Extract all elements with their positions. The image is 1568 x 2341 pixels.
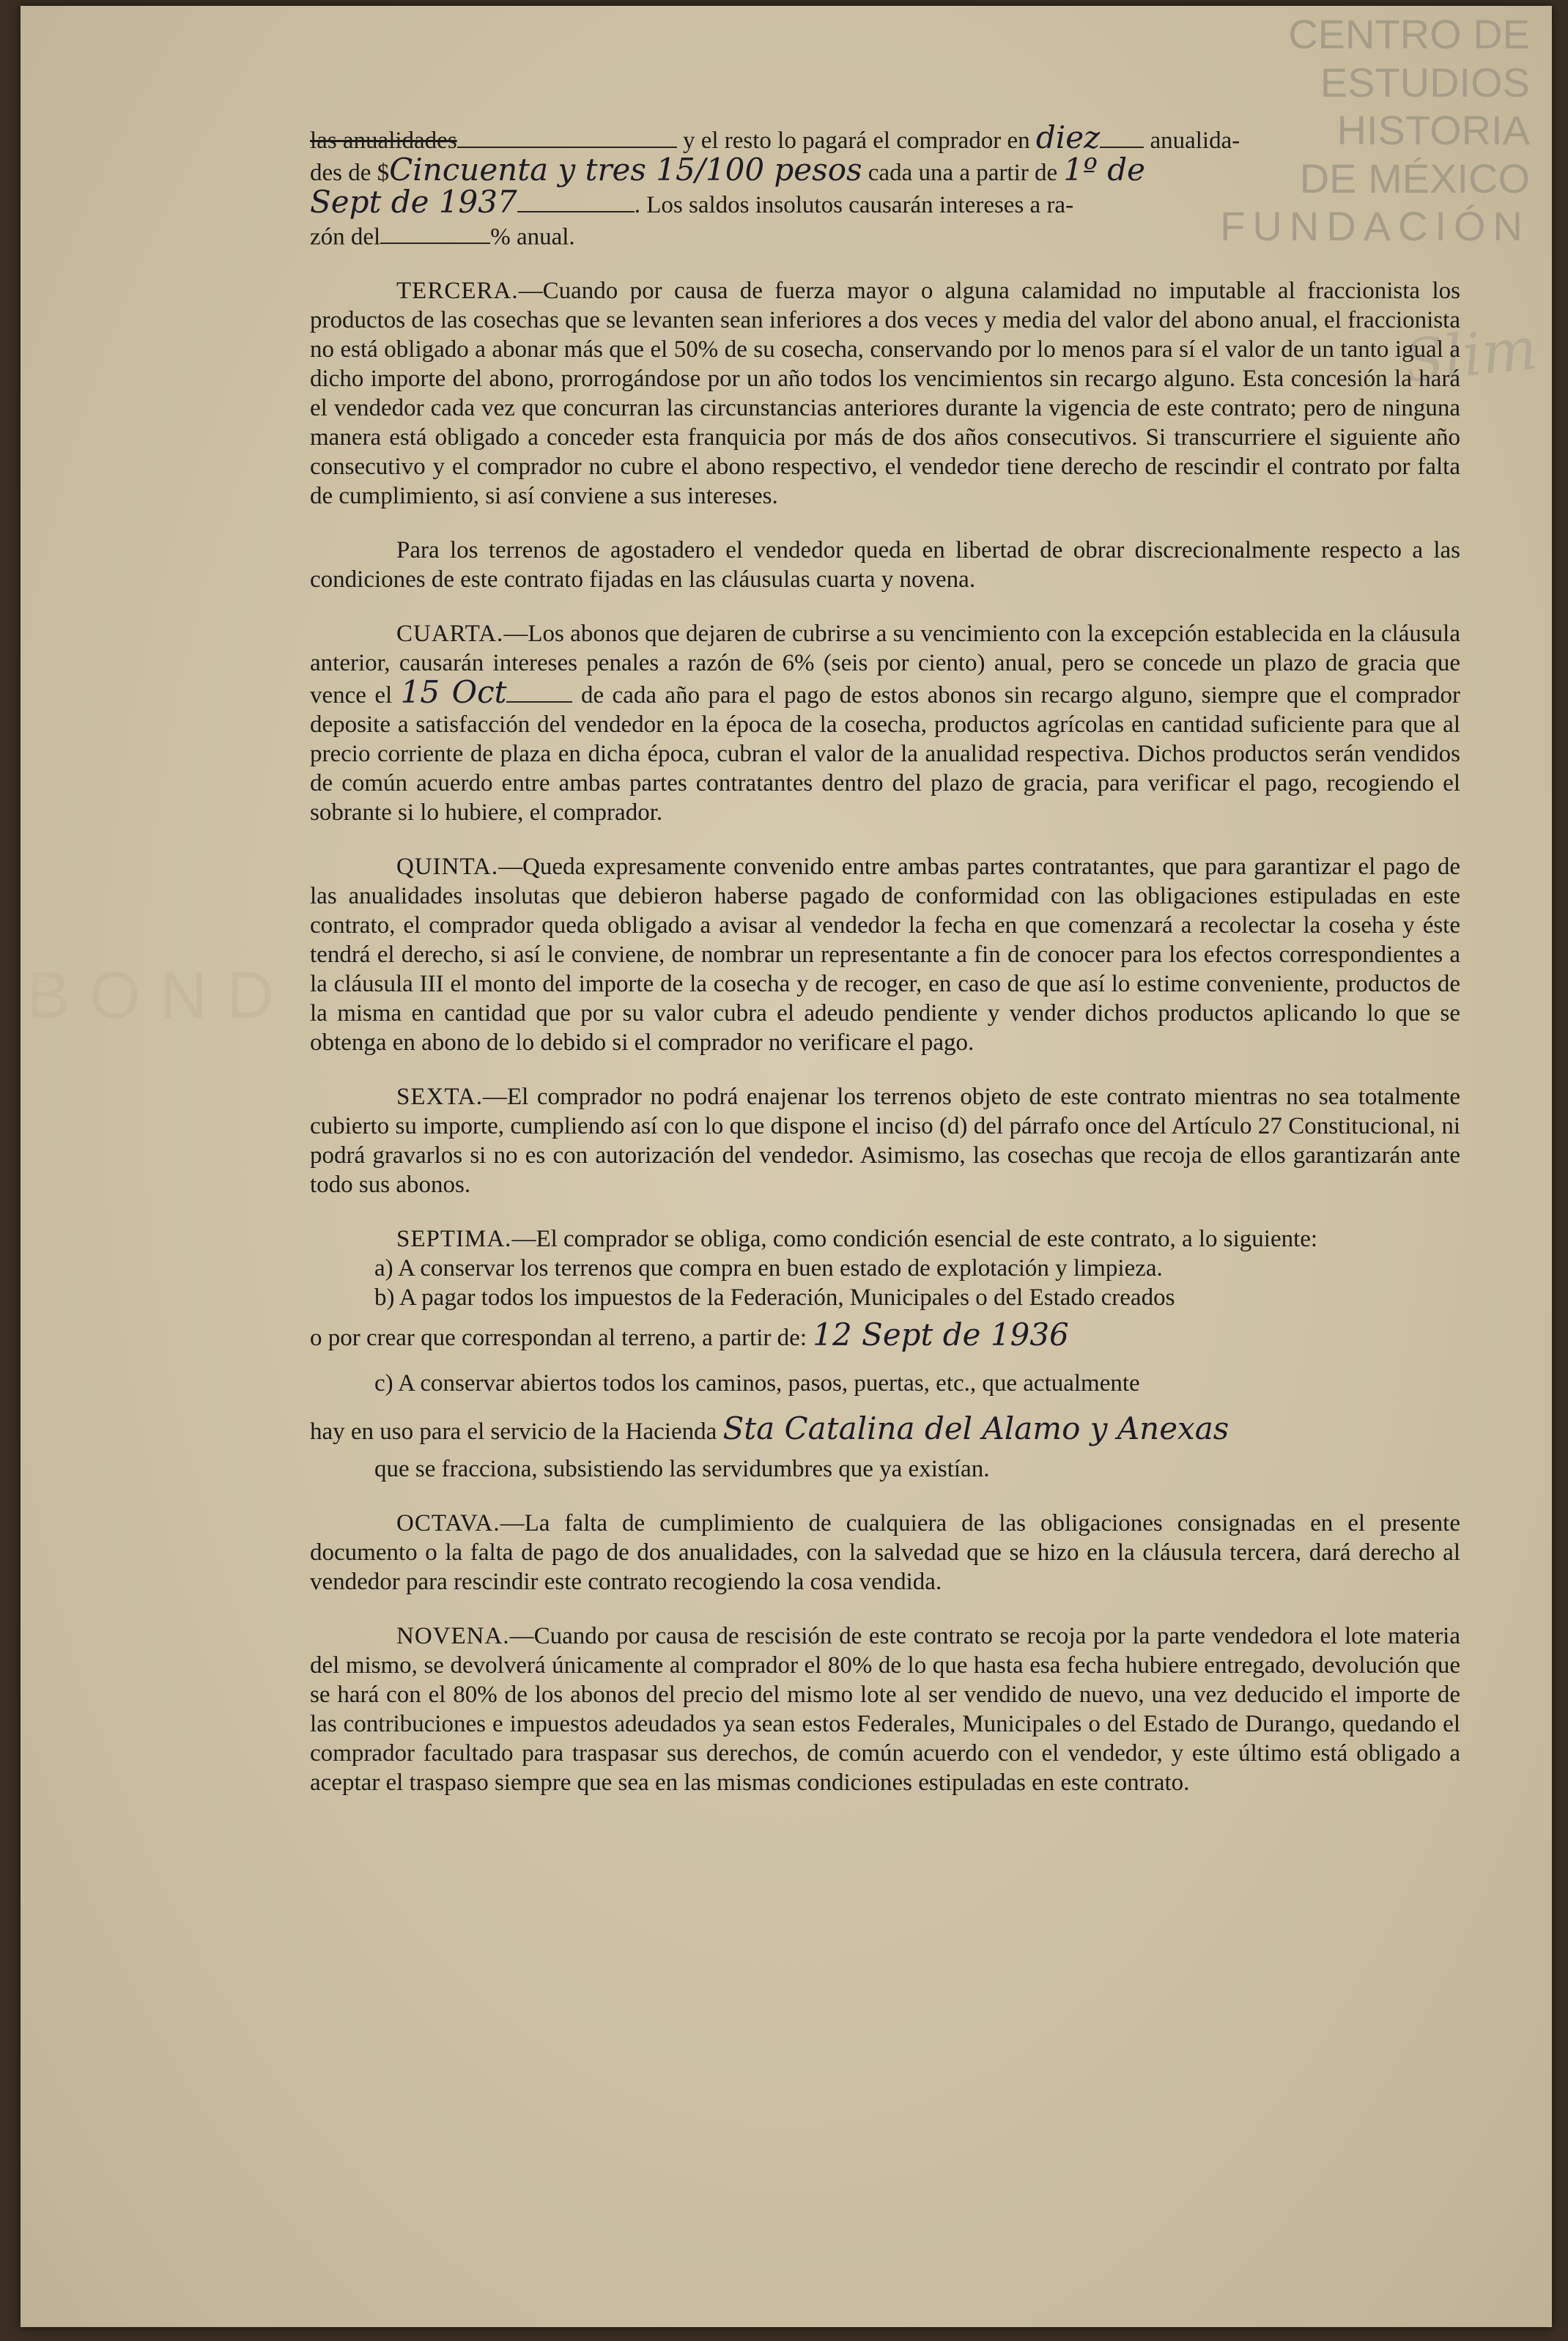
blank-line <box>380 220 490 244</box>
clause-body: —El comprador no podrá enajenar los terrenos objeto de este contrato mientras no sea totalmente cubierto su importe, cumpliendo así con lo que dispone el inciso (d) del párrafo once del Artículo 27 Constitucional, ni podrá gravarlos si no es con autorización del vendedor. Asimismo, las cosechas que recoja de ellos garantizarán ante todo sus abonos. <box>310 1084 1460 1199</box>
septima-item-b: b) A pagar todos los impuestos de la Federación, Municipales o del Estado creados <box>374 1284 1175 1312</box>
clause-heading: CUARTA. <box>396 621 504 648</box>
watermark-line: ESTUDIOS <box>1320 59 1530 106</box>
document-page <box>21 6 1552 2327</box>
clause-agostadero: Para los terrenos de agostadero el vendedor queda en libertad de obrar discrecionalmente respecto a las condiciones de este contrato fijadas en las cláusulas cuarta y novena. <box>310 537 1460 593</box>
handwritten-start-date-2: Sept de 1937 <box>310 184 517 220</box>
clause-septima <box>310 1224 1460 1254</box>
clause-body: —Queda expresamente convenido entre ambas partes contratantes, que para garantizar el pago de las anualidades insolutas que debieron haberse pagado de conformidad con las obligaciones estipuladas en este contrato, el comprador queda obligado a avisar al vendedor la fecha en que comenzará a recolectar la coseha y éste tendrá el derecho, si así le conviene, de nombrar un representante a fin de conocer para los efectos correspondientes a la cláusula III el monto del importe de la cosecha y de recoger, en caso de que así lo estime conveniente, productos de la misma en cantidad que por su valor cubra el adeudo pendiente y vender dichos productos aplicando lo que se obtenga en abono de lo debido si el comprador no verificare el pago. <box>310 854 1460 1057</box>
handwritten-amount: Cincuenta y tres 15/100 pesos <box>389 152 862 188</box>
clause-cuarta <box>310 619 1460 827</box>
text-span: des de $ <box>310 160 390 186</box>
clause-body: —Cuando por causa de rescisión de este contrato se recoja por la parte vendedora el lote materia del mismo, se devolverá únicamente al comprador el 80% de lo que hasta esa fecha hubiere entregado, devolución que se hará con el 80% de los abonos del precio del mismo lote al ser vendido de nuevo, una vez deducido el importe de las contribuciones e impuestos adeudados ya sean estos Federales, Municipales o del Estado de Durango, quedando el comprador facultado para traspasar sus derechos, de común acuerdo con el vendedor, y este último está obligado a aceptar el traspaso siempre que sea en las mismas condiciones estipuladas en este contrato. <box>310 1623 1460 1797</box>
clause-heading: TERCERA. <box>396 278 519 305</box>
blank-line <box>506 678 572 703</box>
watermark-line: CENTRO DE <box>1288 11 1530 57</box>
watermark-signature: Slim <box>1400 314 1541 396</box>
text-span: o por crear que correspondan al terreno, a partir de: <box>310 1325 807 1352</box>
clause-heading: SEXTA. <box>396 1084 483 1111</box>
clause-body: de <box>580 682 604 709</box>
septima-item-b-cont <box>310 1312 1460 1361</box>
handwritten-grace-date: 15 Oct <box>400 674 507 711</box>
handwritten-tax-date: 12 Sept de 1936 <box>813 1317 1069 1353</box>
septima-item-a: a) A conservar los terrenos que compra en buen estado de explotación y limpieza. <box>374 1255 1163 1282</box>
clause-heading: QUINTA. <box>396 854 499 881</box>
paper-watermark: BOND <box>26 959 294 1032</box>
opening-line-2 <box>310 152 1460 188</box>
clause-body: —Los abonos que dejaren de cubrirse a su vencimiento con la excepción establecida en la cláusula anterior, causarán intereses penales a razón de 6% (seis por ciento) anual, pero se concede un plazo de gracia que vence el <box>310 621 1460 709</box>
handwritten-start-date: 1º de <box>1063 152 1145 188</box>
struck-text: las anualidades <box>310 127 457 154</box>
clause-quinta <box>310 852 1460 1057</box>
watermark-line: DE MÉXICO <box>1299 155 1530 201</box>
septima-item-c-end: que se fracciona, subsistiendo las servidumbres que ya existían. <box>374 1456 990 1483</box>
clause-body: —El comprador se obliga, como condición esencial de este contrato, a lo siguiente: <box>511 1226 1318 1253</box>
clause-novena <box>310 1621 1460 1797</box>
text-span: zón del <box>310 223 381 251</box>
septima-item-c-cont <box>310 1406 1460 1454</box>
text-span: anualida- <box>1150 127 1240 154</box>
blank-line <box>517 188 635 212</box>
clause-body: cada año para el pago de estos abonos sin recargo alguno, siempre que el comprador deposite a satisfacción del vendedor en la época de la cosecha, productos agrícolas en cantidad suficiente para que al precio corriente de plaza en dicha época, cubran el valor de la anualidad respectiva. Dichos productos serán vendidos de común acuerdo entre ambas partes contratantes dentro del plazo de gracia, para verificar el pago, recogiendo el sobrante si lo hubiere, el comprador. <box>310 682 1460 826</box>
text-span: cada una a partir de <box>868 160 1058 186</box>
contract-text <box>310 119 1460 1797</box>
clause-tercera <box>310 276 1460 511</box>
clause-heading: SEPTIMA. <box>396 1226 512 1253</box>
clause-heading: NOVENA. <box>396 1623 510 1650</box>
clause-body: —Cuando por causa de fuerza mayor o alguna calamidad no imputable al fraccionista los productos de las cosechas que se levanten sean inferiores a dos veces y media del valor del abono anual, el fraccionista no está obligado a abonar más que el 50% de su cosecha, conservando por lo menos para sí el valor de un tanto igual a dicho importe del abono, prorrogándose por un año todos los vencimientos sin recargo alguno. Esta concesión la hará el vendedor cada vez que concurran las circunstancias anteriores durante la vigencia de este contrato; pero de ninguna manera está obligado a conceder esta franquicia por más de dos años consecutivos. Si transcurriere el siguiente año consecutivo y el comprador no cubre el abono respectivo, el vendedor tiene derecho de rescindir el contrato por falta de cumplimiento, si así conviene a sus intereses. <box>310 278 1460 510</box>
text-span: y el resto lo pagará el comprador en <box>682 127 1030 154</box>
opening-line-3 <box>310 184 1460 220</box>
clause-octava <box>310 1509 1460 1597</box>
handwritten-hacienda: Sta Catalina del Alamo y Anexas <box>722 1410 1229 1447</box>
text-span: hay en uso para el servicio de la Hacienda <box>310 1419 717 1446</box>
blank-line <box>457 124 677 148</box>
text-span: . Los saldos insolutos causarán intereses a ra- <box>634 192 1074 218</box>
text-span: % anual. <box>490 223 575 251</box>
clause-heading: OCTAVA. <box>396 1510 500 1537</box>
blank-line <box>1100 124 1144 148</box>
opening-line-4 <box>310 220 1460 251</box>
watermark-line: HISTORIA <box>1336 107 1530 154</box>
opening-line-1 <box>310 119 1460 155</box>
clause-sexta <box>310 1082 1460 1199</box>
septima-item-c: c) A conservar abiertos todos los caminos, pasos, puertas, etc., que actualmente <box>374 1370 1140 1397</box>
handwritten-count: diez <box>1035 119 1101 155</box>
watermark-line: FUNDACIÓN <box>1220 203 1530 250</box>
clause-body: —La falta de cumplimiento de cualquiera de las obligaciones consignadas en el presente documento o la falta de pago de dos anualidades, con la salvedad que se hizo en la cláusula tercera, dará derecho al vendedor para rescindir este contrato recogiendo la cosa vendida. <box>310 1510 1460 1596</box>
